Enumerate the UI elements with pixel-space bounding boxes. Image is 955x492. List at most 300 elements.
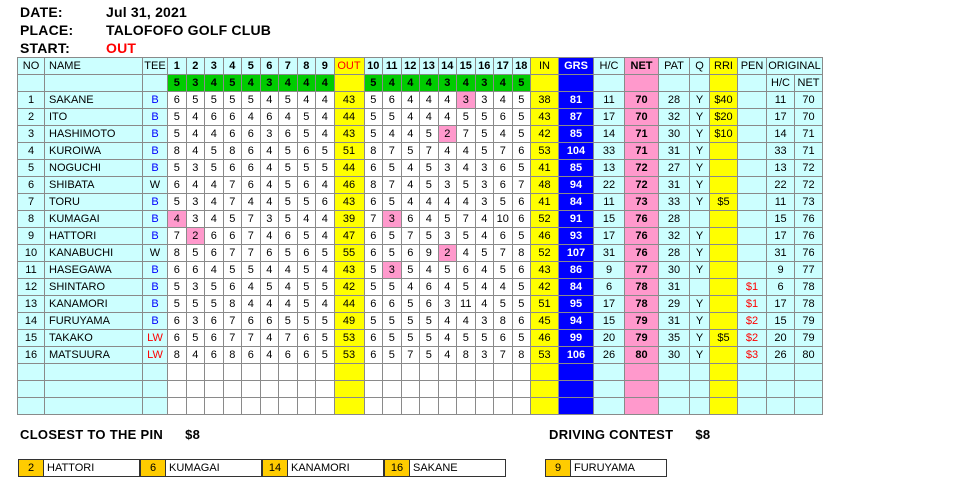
score-hole-15: 8	[457, 347, 476, 364]
player-pat: 33	[659, 194, 690, 211]
score-hole-1: 6	[168, 177, 187, 194]
player-in: 53	[531, 143, 559, 160]
player-name: TAKAKO	[45, 330, 143, 347]
empty-cell	[383, 398, 402, 415]
empty-cell	[168, 398, 187, 415]
score-hole-16: 5	[475, 330, 494, 347]
empty-cell	[205, 398, 224, 415]
score-hole-17: 5	[494, 262, 513, 279]
header-hole-17: 17	[494, 58, 513, 75]
closest-winner	[262, 459, 384, 477]
score-hole-7: 7	[279, 330, 298, 347]
player-original-net: 78	[795, 296, 823, 313]
par-hole-8: 4	[297, 75, 316, 92]
empty-cell	[475, 381, 494, 398]
score-hole-7: 4	[279, 279, 298, 296]
player-in: 42	[531, 279, 559, 296]
score-hole-3: 6	[205, 228, 224, 245]
player-original-hc: 22	[767, 177, 795, 194]
score-hole-4: 5	[223, 211, 242, 228]
player-tee: B	[143, 262, 168, 279]
player-q	[690, 211, 710, 228]
player-original-hc: 26	[767, 347, 795, 364]
par-hole-3: 4	[205, 75, 224, 92]
table-row	[18, 262, 823, 279]
score-hole-4: 6	[223, 228, 242, 245]
player-name: HASEGAWA	[45, 262, 143, 279]
score-hole-8: 5	[297, 228, 316, 245]
score-hole-7: 6	[279, 126, 298, 143]
player-tee: B	[143, 92, 168, 109]
player-rri	[710, 296, 738, 313]
player-name: KUROIWA	[45, 143, 143, 160]
header-original: ORIGINAL	[767, 58, 823, 75]
empty-cell	[143, 381, 168, 398]
player-out: 42	[334, 279, 364, 296]
score-hole-5: 6	[242, 313, 261, 330]
score-hole-5: 7	[242, 228, 261, 245]
empty-cell	[401, 398, 420, 415]
header-pat: PAT	[659, 58, 690, 75]
score-hole-17: 8	[494, 313, 513, 330]
empty-cell	[223, 364, 242, 381]
score-hole-7: 5	[279, 194, 298, 211]
player-rri	[710, 177, 738, 194]
score-hole-5: 7	[242, 211, 261, 228]
player-q: Y	[690, 330, 710, 347]
player-pat: 27	[659, 160, 690, 177]
empty-cell	[710, 398, 738, 415]
scorecard-table	[17, 57, 823, 415]
score-hole-17: 4	[494, 279, 513, 296]
empty-cell	[457, 364, 476, 381]
closest-to-pin-heading	[20, 427, 200, 442]
score-hole-12: 5	[401, 313, 420, 330]
player-in: 42	[531, 126, 559, 143]
par-row	[18, 75, 823, 92]
empty-cell	[242, 381, 261, 398]
player-tee: B	[143, 313, 168, 330]
par-hole-14: 3	[438, 75, 457, 92]
player-original-net: 77	[795, 262, 823, 279]
empty-cell	[334, 398, 364, 415]
player-in: 41	[531, 194, 559, 211]
empty-cell	[594, 398, 625, 415]
score-hole-10: 5	[364, 313, 383, 330]
score-hole-9: 5	[316, 245, 335, 262]
score-hole-4: 6	[223, 126, 242, 143]
score-hole-9: 6	[316, 194, 335, 211]
player-original-hc: 33	[767, 143, 795, 160]
score-hole-16: 5	[475, 245, 494, 262]
score-hole-8: 5	[297, 262, 316, 279]
score-hole-8: 4	[297, 92, 316, 109]
player-q: Y	[690, 143, 710, 160]
player-no: 7	[18, 194, 45, 211]
score-hole-18: 5	[512, 92, 531, 109]
player-net: 80	[625, 347, 659, 364]
player-q: Y	[690, 194, 710, 211]
score-hole-6: 4	[260, 177, 279, 194]
player-grs: 87	[559, 109, 594, 126]
empty-cell	[260, 364, 279, 381]
empty-cell	[18, 364, 45, 381]
player-no: 2	[18, 109, 45, 126]
score-hole-14: 4	[438, 330, 457, 347]
score-hole-8: 5	[297, 313, 316, 330]
player-tee: B	[143, 211, 168, 228]
player-pat: 31	[659, 279, 690, 296]
player-rri	[710, 211, 738, 228]
player-no: 13	[18, 296, 45, 313]
score-hole-11: 5	[383, 245, 402, 262]
player-original-net: 73	[795, 194, 823, 211]
player-grs: 84	[559, 279, 594, 296]
par-tee-blank	[143, 75, 168, 92]
player-name: HATTORI	[45, 228, 143, 245]
score-hole-11: 7	[383, 177, 402, 194]
player-name: ITO	[45, 109, 143, 126]
score-hole-6: 4	[260, 296, 279, 313]
player-pen	[738, 126, 767, 143]
header-hole-3: 3	[205, 58, 224, 75]
player-rri	[710, 245, 738, 262]
player-hc: 14	[594, 126, 625, 143]
score-hole-11: 5	[383, 279, 402, 296]
score-hole-14: 2	[438, 126, 457, 143]
empty-cell	[795, 364, 823, 381]
player-hc: 11	[594, 194, 625, 211]
empty-cell	[364, 398, 383, 415]
score-hole-3: 4	[205, 194, 224, 211]
empty-cell	[279, 381, 298, 398]
closest-winners-list	[18, 459, 506, 477]
player-hc: 17	[594, 109, 625, 126]
player-out: 43	[334, 262, 364, 279]
player-name: MATSUURA	[45, 347, 143, 364]
score-hole-9: 4	[316, 109, 335, 126]
player-hc: 26	[594, 347, 625, 364]
par-hole-12: 4	[401, 75, 420, 92]
header-in: IN	[531, 58, 559, 75]
score-hole-11: 5	[383, 109, 402, 126]
player-q: Y	[690, 262, 710, 279]
score-hole-6: 4	[260, 262, 279, 279]
player-grs: 104	[559, 143, 594, 160]
empty-cell	[531, 364, 559, 381]
score-hole-2: 4	[186, 126, 205, 143]
player-tee: W	[143, 245, 168, 262]
score-hole-10: 6	[364, 347, 383, 364]
player-original-hc: 15	[767, 211, 795, 228]
empty-cell	[279, 398, 298, 415]
player-original-net: 79	[795, 330, 823, 347]
score-hole-10: 6	[364, 228, 383, 245]
score-hole-5: 4	[242, 279, 261, 296]
driving-amount: $8	[695, 427, 711, 442]
score-hole-15: 5	[457, 177, 476, 194]
score-hole-7: 4	[279, 296, 298, 313]
score-hole-3: 6	[205, 330, 224, 347]
score-hole-4: 7	[223, 194, 242, 211]
start-value: OUT	[106, 40, 137, 56]
score-hole-11: 3	[383, 262, 402, 279]
player-original-hc: 11	[767, 92, 795, 109]
score-hole-7: 4	[279, 262, 298, 279]
empty-cell	[594, 364, 625, 381]
score-hole-10: 8	[364, 143, 383, 160]
score-hole-2: 5	[186, 296, 205, 313]
empty-cell	[710, 381, 738, 398]
score-hole-10: 5	[364, 109, 383, 126]
player-in: 41	[531, 160, 559, 177]
player-tee: B	[143, 296, 168, 313]
score-hole-16: 4	[475, 262, 494, 279]
closest-winner-name: KUMAGAI	[169, 462, 220, 474]
player-pat: 31	[659, 143, 690, 160]
player-grs: 94	[559, 313, 594, 330]
player-grs: 99	[559, 330, 594, 347]
score-hole-6: 6	[260, 313, 279, 330]
score-hole-5: 7	[242, 245, 261, 262]
score-hole-7: 6	[279, 228, 298, 245]
score-hole-5: 7	[242, 330, 261, 347]
empty-cell	[457, 381, 476, 398]
par-out-blank	[334, 75, 364, 92]
score-hole-12: 4	[401, 126, 420, 143]
place-value: TALOFOFO GOLF CLUB	[106, 22, 272, 38]
score-hole-14: 4	[438, 92, 457, 109]
score-hole-16: 4	[475, 296, 494, 313]
score-hole-7: 5	[279, 160, 298, 177]
score-hole-7: 6	[279, 347, 298, 364]
player-tee: LW	[143, 347, 168, 364]
score-hole-13: 4	[420, 194, 439, 211]
player-out: 51	[334, 143, 364, 160]
empty-cell	[45, 381, 143, 398]
score-hole-15: 7	[457, 126, 476, 143]
score-hole-14: 4	[438, 194, 457, 211]
closest-winner-name: HATTORI	[47, 462, 95, 474]
score-hole-5: 5	[242, 92, 261, 109]
player-no: 1	[18, 92, 45, 109]
score-hole-13: 7	[420, 143, 439, 160]
score-hole-3: 6	[205, 109, 224, 126]
player-pat: 32	[659, 109, 690, 126]
player-pat: 28	[659, 92, 690, 109]
date-label: DATE:	[20, 4, 63, 20]
score-hole-18: 7	[512, 177, 531, 194]
driving-contest-heading	[549, 427, 710, 442]
driving-winner-name: FURUYAMA	[574, 462, 635, 474]
score-hole-17: 6	[494, 109, 513, 126]
score-hole-14: 3	[438, 296, 457, 313]
player-rri	[710, 262, 738, 279]
closest-winner-name: KANAMORI	[291, 462, 350, 474]
empty-cell	[401, 364, 420, 381]
score-hole-4: 7	[223, 330, 242, 347]
score-hole-14: 4	[438, 143, 457, 160]
player-in: 52	[531, 211, 559, 228]
score-hole-7: 5	[279, 245, 298, 262]
start-label: START:	[20, 40, 70, 56]
score-hole-12: 4	[401, 109, 420, 126]
score-hole-18: 6	[512, 262, 531, 279]
par-hole-17: 4	[494, 75, 513, 92]
empty-cell	[334, 381, 364, 398]
score-hole-14: 3	[438, 228, 457, 245]
score-hole-8: 5	[297, 109, 316, 126]
player-original-hc: 17	[767, 228, 795, 245]
header-hc: H/C	[594, 58, 625, 75]
player-hc: 33	[594, 143, 625, 160]
score-hole-1: 6	[168, 313, 187, 330]
player-hc: 15	[594, 313, 625, 330]
closest-winner-hole: 6	[141, 460, 166, 476]
score-hole-15: 4	[457, 143, 476, 160]
score-hole-4: 6	[223, 160, 242, 177]
header-net: NET	[625, 58, 659, 75]
score-hole-11: 7	[383, 143, 402, 160]
score-hole-1: 5	[168, 109, 187, 126]
par-no-blank	[18, 75, 45, 92]
empty-cell	[420, 381, 439, 398]
player-pat: 29	[659, 296, 690, 313]
player-original-net: 71	[795, 126, 823, 143]
empty-cell	[383, 381, 402, 398]
empty-cell	[531, 398, 559, 415]
score-hole-3: 5	[205, 92, 224, 109]
player-net: 79	[625, 330, 659, 347]
score-hole-13: 5	[420, 313, 439, 330]
closest-winner-hole: 16	[385, 460, 410, 476]
player-original-net: 76	[795, 211, 823, 228]
score-hole-2: 4	[186, 143, 205, 160]
player-out: 43	[334, 126, 364, 143]
score-hole-2: 4	[186, 347, 205, 364]
player-original-net: 78	[795, 279, 823, 296]
header-grs: GRS	[559, 58, 594, 75]
empty-cell	[795, 381, 823, 398]
player-q	[690, 279, 710, 296]
score-hole-17: 7	[494, 245, 513, 262]
player-hc: 31	[594, 245, 625, 262]
player-net: 71	[625, 126, 659, 143]
empty-cell	[690, 364, 710, 381]
player-tee: W	[143, 177, 168, 194]
player-tee: B	[143, 194, 168, 211]
score-hole-10: 7	[364, 211, 383, 228]
score-hole-13: 4	[420, 92, 439, 109]
empty-row	[18, 364, 823, 381]
empty-cell	[625, 398, 659, 415]
score-hole-11: 5	[383, 313, 402, 330]
player-rri	[710, 279, 738, 296]
par-hole-9: 4	[316, 75, 335, 92]
score-hole-10: 6	[364, 194, 383, 211]
score-hole-9: 4	[316, 296, 335, 313]
empty-cell	[186, 364, 205, 381]
player-in: 48	[531, 177, 559, 194]
score-hole-9: 4	[316, 92, 335, 109]
player-original-hc: 31	[767, 245, 795, 262]
player-pen	[738, 160, 767, 177]
player-rri	[710, 313, 738, 330]
player-tee: B	[143, 279, 168, 296]
score-hole-12: 4	[401, 92, 420, 109]
score-hole-6: 4	[260, 160, 279, 177]
par-hole-2: 3	[186, 75, 205, 92]
player-net: 73	[625, 194, 659, 211]
score-hole-13: 6	[420, 279, 439, 296]
score-hole-6: 4	[260, 347, 279, 364]
player-net: 78	[625, 279, 659, 296]
score-hole-2: 2	[186, 228, 205, 245]
score-hole-18: 5	[512, 126, 531, 143]
score-hole-9: 5	[316, 160, 335, 177]
table-row	[18, 92, 823, 109]
player-name: NOGUCHI	[45, 160, 143, 177]
player-original-net: 72	[795, 160, 823, 177]
par-name-blank	[45, 75, 143, 92]
score-hole-2: 5	[186, 92, 205, 109]
player-pen: $1	[738, 296, 767, 313]
player-in: 53	[531, 347, 559, 364]
empty-cell	[420, 398, 439, 415]
score-hole-13: 5	[420, 347, 439, 364]
score-hole-18: 5	[512, 296, 531, 313]
score-hole-12: 4	[401, 194, 420, 211]
empty-cell	[260, 381, 279, 398]
header-hole-15: 15	[457, 58, 476, 75]
score-hole-18: 5	[512, 279, 531, 296]
score-hole-9: 5	[316, 347, 335, 364]
score-hole-1: 6	[168, 92, 187, 109]
score-hole-11: 5	[383, 330, 402, 347]
closest-winner	[384, 459, 506, 477]
header-pen: PEN	[738, 58, 767, 75]
par-in-blank	[531, 75, 559, 92]
header-hole-9: 9	[316, 58, 335, 75]
score-hole-9: 4	[316, 262, 335, 279]
par-hole-15: 4	[457, 75, 476, 92]
header-row	[18, 58, 823, 75]
player-name: HASHIMOTO	[45, 126, 143, 143]
player-tee: B	[143, 160, 168, 177]
score-hole-4: 7	[223, 177, 242, 194]
score-hole-15: 3	[457, 92, 476, 109]
player-no: 10	[18, 245, 45, 262]
score-hole-17: 6	[494, 228, 513, 245]
player-tee: B	[143, 126, 168, 143]
player-q: Y	[690, 347, 710, 364]
score-hole-8: 5	[297, 194, 316, 211]
player-q: Y	[690, 126, 710, 143]
player-q: Y	[690, 92, 710, 109]
score-hole-17: 5	[494, 296, 513, 313]
player-pen	[738, 245, 767, 262]
player-pen	[738, 109, 767, 126]
score-hole-15: 4	[457, 245, 476, 262]
empty-cell	[143, 364, 168, 381]
score-hole-15: 11	[457, 296, 476, 313]
par-hole-6: 3	[260, 75, 279, 92]
score-hole-12: 5	[401, 143, 420, 160]
empty-cell	[457, 398, 476, 415]
score-hole-8: 5	[297, 279, 316, 296]
score-hole-15: 5	[457, 109, 476, 126]
score-hole-7: 5	[279, 92, 298, 109]
